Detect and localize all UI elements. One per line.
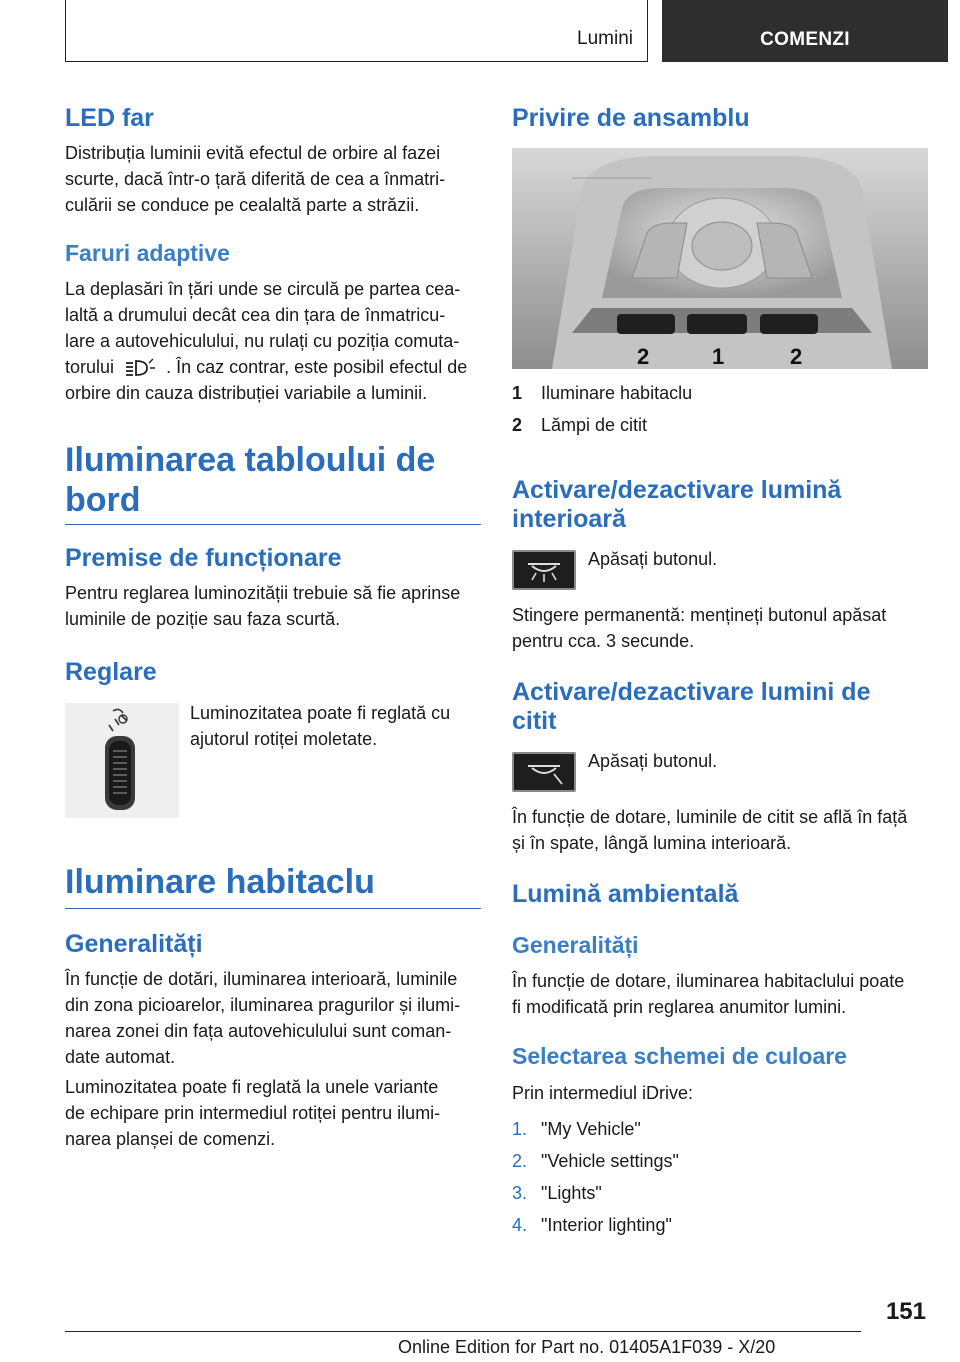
scheme-intro: Prin intermediul iDrive: — [512, 1083, 694, 1103]
footer-divider — [65, 1331, 861, 1332]
adaptive-title: Faruri adaptive — [65, 240, 230, 266]
reading-light-button-icon — [512, 752, 576, 792]
adaptive-headlight-icon — [123, 357, 157, 379]
interior-light-button-icon — [512, 550, 576, 590]
premise-title: Premise de funcționare — [65, 544, 342, 572]
step-number: 4. — [512, 1215, 528, 1235]
dash-section-heading: Iluminarea tabloului de bord — [65, 440, 481, 525]
premise-text: Pentru reglarea luminozității trebuie să fie aprinse luminile de poziție sau faza scurtă. — [65, 583, 461, 629]
general-text: În funcție de dotări, iluminarea interioară, luminile din zona picioarelor, iluminarea pragurilor și ilumi- narea zonei din fața autovehiculului sunt coman- date automat. — [65, 969, 461, 1067]
reglare-text: Luminozitatea poate fi reglată cu ajutorul rotiței moletate. — [190, 703, 451, 749]
image-callout-1: 1 — [712, 344, 725, 369]
activate-interior-title: Activare/dezactivare lumină interioară — [512, 476, 842, 533]
overview-title: Privire de ansamblu — [512, 104, 750, 132]
caption-number: 2 — [512, 415, 523, 435]
activate-reading-title: Activare/dezactivare lumini de citit — [512, 678, 871, 735]
overhead-console-image — [512, 148, 928, 369]
caption-number: 1 — [512, 383, 523, 403]
press-button-text-2: Apăsați butonul. — [588, 751, 718, 771]
general-text-2: Luminozitatea poate fi reglată la unele variante de echipare prin intermediul rotiței pentru ilumi- narea planșei de comenzi. — [65, 1077, 441, 1149]
reglare-title: Reglare — [65, 658, 157, 686]
ambient-text: În funcție de dotare, iluminarea habitaclului poate fi modificată prin reglarea anumitor lumini. — [512, 971, 905, 1017]
ambient-general-title: Generalități — [512, 932, 639, 958]
ambient-title: Lumină ambientală — [512, 880, 739, 908]
press-button-text: Apăsați butonul. — [588, 549, 718, 569]
step-number: 3. — [512, 1183, 528, 1203]
step-number: 1. — [512, 1119, 528, 1139]
step-text: "Vehicle settings" — [541, 1151, 679, 1171]
step-number: 2. — [512, 1151, 528, 1171]
adaptive-text: La deplasări în țări unde se circulă pe partea cea- laltă a drumului decât cea din țara de înmatricu- lare a autovehiculului, nu rulați cu poziția comuta- torului . În caz contrar, este posibil efectul de orbire din cauza distribuției variabile a luminii. — [65, 279, 468, 403]
general-title: Generalități — [65, 930, 203, 958]
header-section-box — [65, 0, 648, 62]
step-text: "Interior lighting" — [541, 1215, 672, 1235]
led-title: LED far — [65, 104, 154, 132]
header-chapter-tab: COMENZI — [662, 0, 948, 62]
caption-text: Lămpi de citit — [541, 415, 648, 435]
led-text: Distribuția luminii evită efectul de orbire al fazei scurte, dacă într-o țară diferită de cea a înmatri- culării se conduce pe cealaltă parte a străzii. — [65, 143, 446, 215]
page-number: 151 — [885, 1298, 926, 1325]
image-callout-2-left: 2 — [637, 344, 650, 369]
thumbwheel-image — [65, 703, 179, 818]
image-callout-2-right: 2 — [790, 344, 803, 369]
interior-section-heading: Iluminare habitaclu — [65, 862, 481, 909]
reading-text: În funcție de dotare, luminile de citit se află în față și în spate, lângă lumina interioară. — [512, 807, 908, 853]
step-text: "Lights" — [541, 1183, 602, 1203]
caption-text: Iluminare habitaclu — [541, 383, 693, 403]
edition-footer: Online Edition for Part no. 01405A1F039 - X/20 — [398, 1337, 776, 1357]
permanent-off-text: Stingere permanentă: mențineți butonul apăsat pentru cca. 3 secunde. — [512, 605, 887, 651]
step-text: "My Vehicle" — [541, 1119, 641, 1139]
scheme-title: Selectarea schemei de culoare — [512, 1043, 847, 1069]
header-section-title: Lumini — [577, 28, 633, 49]
